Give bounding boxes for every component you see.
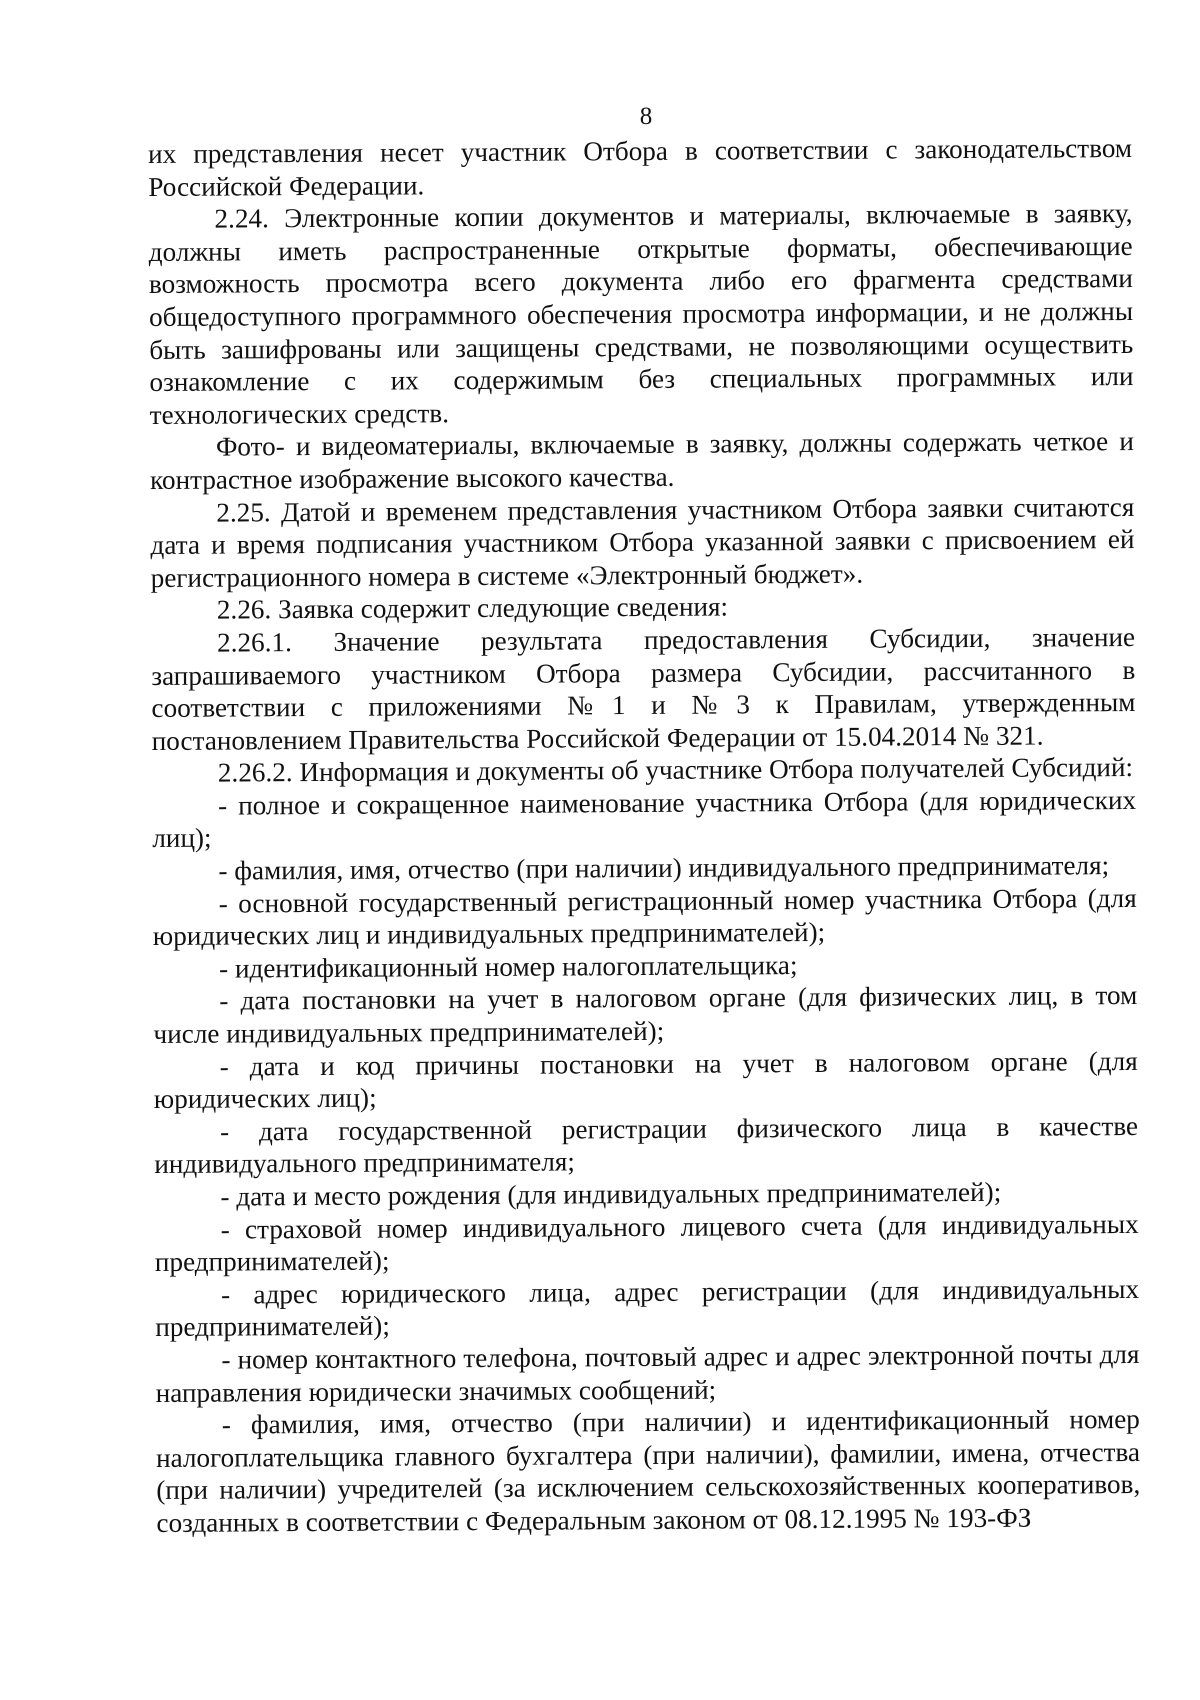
- paragraph-2-25: 2.25. Датой и временем представления участником Отбора заявки считаются дата и время подписания участником Отбора указанной заявки с присвоением ей регистрационного номера в системе «Электронный бюджет».: [150, 491, 1135, 593]
- list-item-ogrn: - основной государственный регистрационный номер участника Отбора (для юридических лиц и индивидуальных предпринимателей);: [152, 882, 1137, 952]
- list-item-full-name: - полное и сокращенное наименование участника Отбора (для юридических лиц);: [152, 784, 1137, 854]
- paragraph-2-26-1: 2.26.1. Значение результата предоставления Субсидии, значение запрашиваемого участником Отбора размера Субсидии, рассчитанного в соответствии с приложениями №1 и №3 к Правилам, утвержденным постановлением Правительства Российской Федерации от 15.04.2014 № 321.: [151, 621, 1136, 756]
- paragraph-2-26-2: 2.26.2. Информация и документы об участнике Отбора получателей Субсидий:: [217, 752, 1134, 788]
- list-item-fio: - фамилия, имя, отчество (при наличии) индивидуального предпринимателя;: [218, 850, 1110, 886]
- list-item-contacts: - номер контактного телефона, почтовый адрес и адрес электронной почты для направления юридически значимых сообщений;: [155, 1338, 1140, 1408]
- document-body: [148, 132, 1141, 1540]
- list-item-snils: - страховой номер индивидуального лицевого счета (для индивидуальных предпринимателей);: [154, 1208, 1139, 1278]
- list-item-state-registration: - дата государственной регистрации физического лица в качестве индивидуального предпринимателя;: [154, 1110, 1139, 1180]
- page-number: 8: [639, 103, 653, 130]
- list-item-address: - адрес юридического лица, адрес регистрации (для индивидуальных предпринимателей);: [155, 1273, 1140, 1343]
- paragraph-2-24: 2.24. Электронные копии документов и материалы, включаемые в заявку, должны иметь распространенные открытые форматы, обеспечивающие возможность просмотра всего документа либо его фрагмента средствами общедоступного программного обеспечения просмотра информации, и не должны быть зашифрованы или защищены средствами, не позволяющими осуществить ознакомление с их содержимым без специальных программных или технологических средств.: [148, 198, 1134, 430]
- paragraph-photo-video: Фото- и видеоматериалы, включаемые в заявку, должны содержать четкое и контрастное изображение высокого качества.: [149, 426, 1134, 495]
- paragraph-continuation: их представления несет участник Отбора в соответствии с законодательством Российской Федерации.: [148, 132, 1133, 202]
- list-item-birth: - дата и место рождения (для индивидуальных предпринимателей);: [220, 1176, 1002, 1212]
- list-item-accountant-founders: - фамилия, имя, отчество (при наличии) и идентификационный номер налогоплательщика главного бухгалтера (при наличии), фамилии, имена, отчества (при наличии) учредителей (за исключением сельскохозяйственных кооперативов, созданных в соответствии с Федеральным законом от 08.12.1995 № 193-ФЗ: [155, 1404, 1141, 1538]
- list-item-inn: - идентификационный номер налогоплательщика;: [218, 949, 798, 984]
- list-item-kpp: - дата и код причины постановки на учет в налоговом органе (для юридических лиц);: [153, 1045, 1138, 1115]
- list-item-tax-registration-date: - дата постановки на учет в налоговом органе (для физических лиц, в том числе индивидуальных предпринимателей);: [153, 980, 1138, 1050]
- paragraph-2-26: 2.26. Заявка содержит следующие сведения:: [216, 591, 729, 625]
